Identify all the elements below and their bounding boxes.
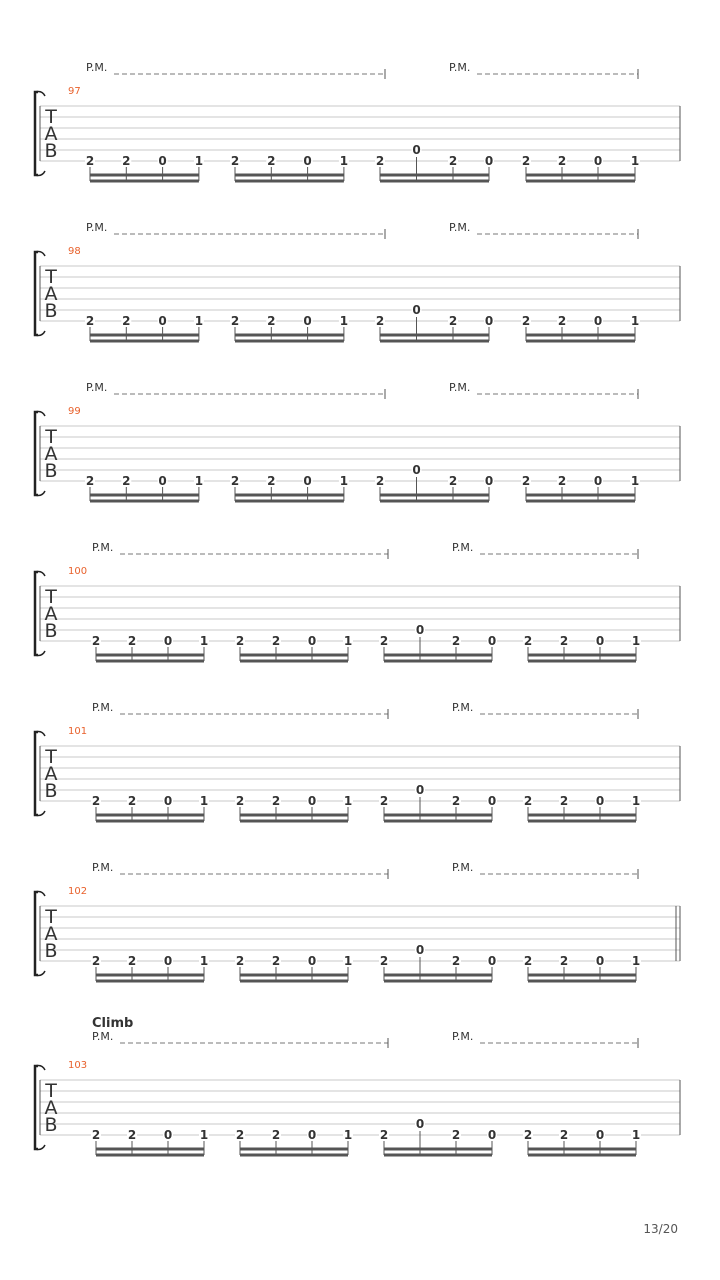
fret-number: 2 — [523, 1128, 533, 1142]
fret-number: 0 — [487, 794, 497, 808]
fret-number: 0 — [158, 474, 167, 488]
tab-clef-t: T — [45, 266, 57, 288]
palm-mute-label: P.M. — [92, 541, 114, 554]
tab-clef-t: T — [45, 746, 57, 768]
fret-number: 1 — [199, 794, 209, 808]
system-bracket — [35, 732, 38, 815]
fret-number: 1 — [630, 154, 640, 168]
palm-mute-label: P.M. — [92, 701, 114, 714]
fret-number: 0 — [484, 154, 494, 168]
tab-clef-b: B — [44, 940, 58, 962]
fret-number: 2 — [267, 314, 276, 328]
fret-number: 1 — [343, 794, 353, 808]
fret-number: 2 — [523, 794, 533, 808]
measure-number: 101 — [68, 726, 88, 737]
palm-mute-label: P.M. — [452, 861, 474, 874]
fret-number: 0 — [484, 474, 494, 488]
fret-number: 0 — [595, 634, 605, 648]
tab-clef-b: B — [44, 460, 58, 482]
palm-mute-label: P.M. — [452, 701, 474, 714]
system-bracket — [35, 1066, 38, 1149]
tab-clef-t: T — [45, 586, 57, 608]
tab-clef-b: B — [44, 140, 58, 162]
fret-number: 2 — [122, 314, 131, 328]
fret-number: 2 — [235, 634, 245, 648]
fret-number: 0 — [163, 1128, 173, 1142]
fret-number: 1 — [194, 474, 204, 488]
palm-mute-label: P.M. — [86, 61, 108, 74]
fret-number: 0 — [303, 314, 312, 328]
measure-number: 97 — [68, 86, 81, 97]
fret-number: 1 — [343, 1128, 353, 1142]
fret-number: 2 — [375, 474, 385, 488]
measure-number: 98 — [68, 246, 81, 257]
fret-number: 2 — [127, 794, 137, 808]
fret-number: 2 — [451, 634, 461, 648]
bracket-bottom-curl — [35, 971, 45, 976]
fret-number: 0 — [487, 634, 497, 648]
fret-number: 2 — [127, 1128, 137, 1142]
fret-number: 2 — [122, 474, 131, 488]
fret-number: 2 — [521, 474, 531, 488]
fret-number: 0 — [307, 954, 317, 968]
tab-clef-a: A — [44, 123, 58, 145]
fret-number: 1 — [630, 314, 640, 328]
palm-mute-label: P.M. — [449, 381, 471, 394]
fret-number: 0 — [307, 1128, 317, 1142]
fret-number: 2 — [559, 954, 569, 968]
fret-number: 2 — [122, 154, 131, 168]
fret-number: 2 — [559, 794, 569, 808]
fret-number: 2 — [521, 154, 531, 168]
fret-number: 0 — [415, 1117, 425, 1131]
fret-number: 0 — [158, 314, 167, 328]
fret-number: 0 — [593, 474, 603, 488]
fret-number: 0 — [593, 154, 603, 168]
tab-clef-a: A — [44, 603, 58, 625]
tab-clef-a: A — [44, 1097, 58, 1119]
fret-number: 1 — [631, 794, 641, 808]
fret-number: 0 — [163, 794, 173, 808]
tab-system-101 — [35, 701, 680, 821]
tab-clef-a: A — [44, 283, 58, 305]
fret-number: 2 — [448, 474, 458, 488]
fret-number: 1 — [339, 474, 349, 488]
fret-number: 2 — [271, 794, 281, 808]
bracket-bottom-curl — [35, 171, 45, 176]
fret-number: 1 — [343, 634, 353, 648]
fret-number: 2 — [557, 474, 567, 488]
fret-number: 0 — [593, 314, 603, 328]
fret-number: 2 — [559, 1128, 569, 1142]
fret-number: 2 — [375, 154, 385, 168]
bracket-bottom-curl — [35, 331, 45, 336]
fret-number: 2 — [375, 314, 385, 328]
tab-clef-t: T — [45, 106, 57, 128]
fret-number: 2 — [379, 1128, 389, 1142]
palm-mute-label: P.M. — [86, 221, 108, 234]
fret-number: 2 — [451, 1128, 461, 1142]
palm-mute-label: P.M. — [449, 221, 471, 234]
fret-number: 2 — [127, 634, 137, 648]
fret-number: 2 — [557, 314, 567, 328]
palm-mute-label: P.M. — [86, 381, 108, 394]
fret-number: 0 — [595, 954, 605, 968]
fret-number: 1 — [343, 954, 353, 968]
system-bracket — [35, 892, 38, 975]
fret-number: 2 — [85, 474, 95, 488]
tab-clef-a: A — [44, 763, 58, 785]
bracket-bottom-curl — [35, 491, 45, 496]
fret-number: 2 — [448, 314, 458, 328]
fret-number: 2 — [271, 634, 281, 648]
palm-mute-label: P.M. — [92, 861, 114, 874]
measure-number: 99 — [68, 406, 81, 417]
fret-number: 2 — [267, 474, 276, 488]
fret-number: 0 — [307, 634, 317, 648]
fret-number: 2 — [230, 154, 240, 168]
tab-clef-t: T — [45, 906, 57, 928]
tab-system-100 — [35, 541, 680, 661]
fret-number: 1 — [631, 954, 641, 968]
fret-number: 1 — [630, 474, 640, 488]
fret-number: 1 — [199, 634, 209, 648]
fret-number: 0 — [412, 463, 421, 477]
fret-number: 2 — [235, 1128, 245, 1142]
bracket-bottom-curl — [35, 651, 45, 656]
fret-number: 0 — [412, 303, 421, 317]
bracket-top-curl — [35, 732, 45, 737]
fret-number: 1 — [339, 154, 349, 168]
fret-number: 2 — [235, 794, 245, 808]
fret-number: 0 — [415, 623, 425, 637]
fret-number: 2 — [91, 954, 101, 968]
fret-number: 0 — [303, 154, 312, 168]
system-bracket — [35, 412, 38, 495]
fret-number: 0 — [487, 954, 497, 968]
tab-system-98 — [35, 221, 680, 341]
fret-number: 0 — [163, 634, 173, 648]
fret-number: 2 — [557, 154, 567, 168]
fret-number: 1 — [194, 154, 204, 168]
bracket-top-curl — [35, 1066, 45, 1071]
system-bracket — [35, 572, 38, 655]
fret-number: 2 — [91, 634, 101, 648]
palm-mute-label: P.M. — [452, 541, 474, 554]
tab-system-102 — [35, 861, 680, 981]
bracket-top-curl — [35, 412, 45, 417]
section-label: Climb — [92, 1016, 134, 1031]
tab-clef-t: T — [45, 1080, 57, 1102]
fret-number: 2 — [91, 794, 101, 808]
fret-number: 2 — [127, 954, 137, 968]
fret-number: 2 — [451, 794, 461, 808]
fret-number: 0 — [595, 794, 605, 808]
fret-number: 2 — [379, 634, 389, 648]
fret-number: 0 — [163, 954, 173, 968]
fret-number: 2 — [523, 954, 533, 968]
fret-number: 1 — [194, 314, 204, 328]
bracket-top-curl — [35, 892, 45, 897]
palm-mute-label: P.M. — [452, 1030, 474, 1043]
tab-clef-b: B — [44, 1114, 58, 1136]
bracket-top-curl — [35, 572, 45, 577]
tab-system-97 — [35, 61, 680, 181]
fret-number: 2 — [267, 154, 276, 168]
fret-number: 2 — [85, 154, 95, 168]
fret-number: 0 — [415, 943, 425, 957]
fret-number: 2 — [230, 314, 240, 328]
fret-number: 2 — [271, 1128, 281, 1142]
fret-number: 0 — [595, 1128, 605, 1142]
fret-number: 2 — [85, 314, 95, 328]
bracket-top-curl — [35, 92, 45, 97]
fret-number: 0 — [307, 794, 317, 808]
fret-number: 2 — [91, 1128, 101, 1142]
fret-number: 2 — [521, 314, 531, 328]
tab-clef-b: B — [44, 300, 58, 322]
system-bracket — [35, 252, 38, 335]
fret-number: 0 — [487, 1128, 497, 1142]
fret-number: 2 — [230, 474, 240, 488]
fret-number: 2 — [523, 634, 533, 648]
tab-clef-a: A — [44, 443, 58, 465]
bracket-top-curl — [35, 252, 45, 257]
palm-mute-label: P.M. — [92, 1030, 114, 1043]
bracket-bottom-curl — [35, 1145, 45, 1150]
tab-clef-b: B — [44, 780, 58, 802]
fret-number: 2 — [379, 794, 389, 808]
fret-number: 1 — [199, 1128, 209, 1142]
page-number: 13/20 — [643, 1222, 678, 1236]
fret-number: 2 — [559, 634, 569, 648]
fret-number: 2 — [379, 954, 389, 968]
fret-number: 2 — [235, 954, 245, 968]
fret-number: 0 — [415, 783, 425, 797]
tab-system-103 — [35, 1016, 680, 1155]
fret-number: 2 — [451, 954, 461, 968]
fret-number: 0 — [158, 154, 167, 168]
fret-number: 0 — [484, 314, 494, 328]
tab-clef-a: A — [44, 923, 58, 945]
palm-mute-label: P.M. — [449, 61, 471, 74]
measure-number: 100 — [68, 566, 88, 577]
fret-number: 1 — [631, 1128, 641, 1142]
fret-number: 1 — [199, 954, 209, 968]
bracket-bottom-curl — [35, 811, 45, 816]
fret-number: 2 — [448, 154, 458, 168]
fret-number: 1 — [339, 314, 349, 328]
system-bracket — [35, 92, 38, 175]
measure-number: 103 — [68, 1060, 88, 1071]
measure-number: 102 — [68, 886, 88, 897]
fret-number: 2 — [271, 954, 281, 968]
fret-number: 0 — [303, 474, 312, 488]
tab-clef-b: B — [44, 620, 58, 642]
tab-system-99 — [35, 381, 680, 501]
tab-clef-t: T — [45, 426, 57, 448]
fret-number: 1 — [631, 634, 641, 648]
fret-number: 0 — [412, 143, 421, 157]
